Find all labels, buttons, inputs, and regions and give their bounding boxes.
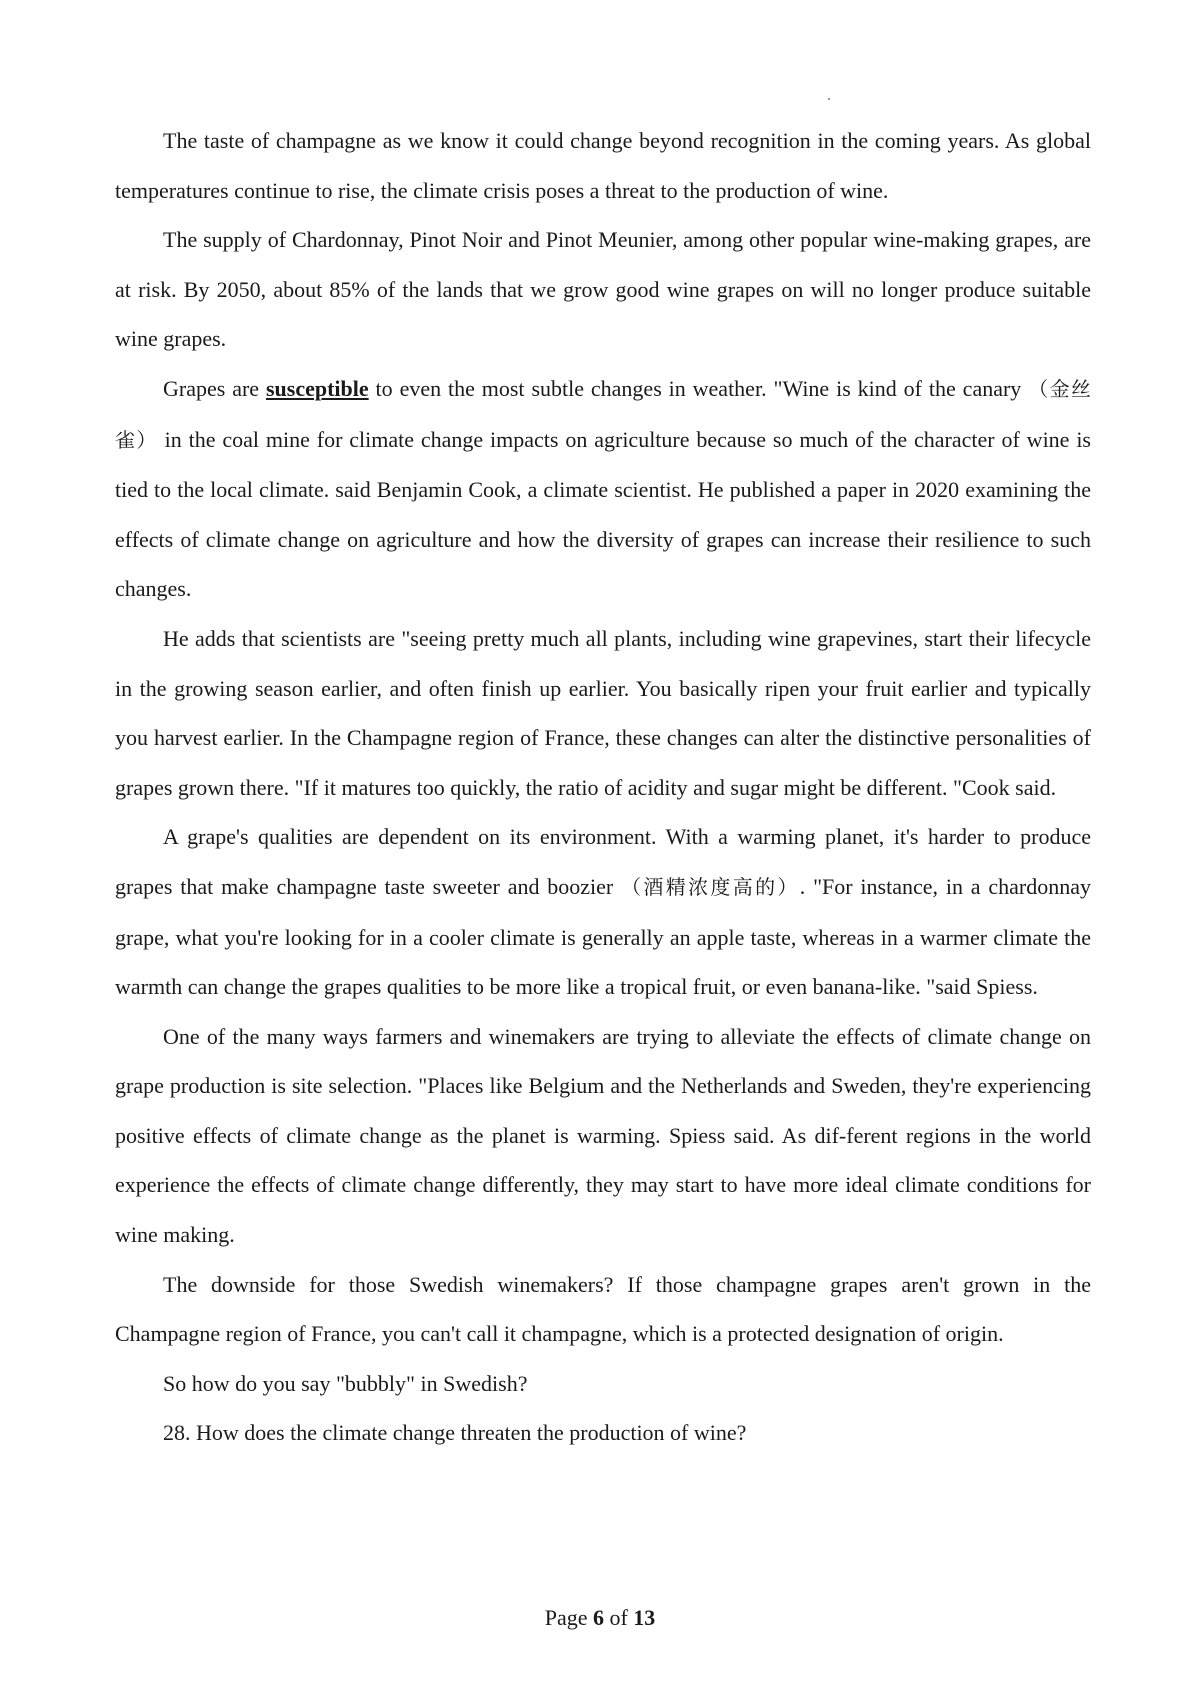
- page-separator: of: [603, 1605, 634, 1630]
- paragraph-3-start: Grapes are: [163, 375, 266, 401]
- reading-passage: [115, 116, 1091, 1458]
- paragraph-5: [115, 812, 1091, 1011]
- vocabulary-keyword: susceptible: [265, 375, 369, 401]
- page-label: Page: [544, 1605, 593, 1630]
- chinese-gloss-boozier: （酒精浓度高的）: [621, 874, 800, 899]
- paragraph-4: He adds that scientists are "seeing pretty much all plants, including wine grapevines, start their lifecycle in the growing season earlier, and often finish up earlier. You basically ripen your fruit earlier and typically you harvest earlier. In the Champagne region of France, these changes can alter the distinctive personalities of grapes grown there. "If it matures too quickly, the ratio of acidity and sugar might be different. "Cook said.: [115, 625, 1091, 800]
- chinese-gloss-canary: （金丝雀）: [115, 376, 1091, 452]
- paragraph-8: So how do you say "bubbly" in Swedish?: [163, 1370, 528, 1396]
- paragraph-3: [115, 364, 1091, 614]
- paragraph-6: One of the many ways farmers and winemakers are trying to alleviate the effects of climate change on grape production is site selection. "Places like Belgium and the Netherlands and Sweden, they're experiencing positive effects of climate change as the planet is warming. Spiess said. As dif-ferent regions in the world experience the effects of climate change differently, they may start to have more ideal climate conditions for wine making.: [115, 1023, 1091, 1248]
- paragraph-3-middle: to even the most subtle changes in weather. "Wine is kind of the canary: [368, 375, 1029, 401]
- page-current: 6: [592, 1605, 604, 1630]
- page-total: 13: [633, 1605, 656, 1630]
- paragraph-5-end: . "For instance, in a chardonnay grape, what you're looking for in a cooler climate is generally an apple taste, whereas in a warmer climate the warmth can change the grapes qualities to be more like a tropical fruit, or even banana-like. "said Spiess.: [115, 873, 1092, 1000]
- scan-speck: [828, 98, 830, 100]
- page-footer: [0, 1603, 1200, 1633]
- paragraph-7: The downside for those Swedish winemakers? If those champagne grapes aren't grown in the Champagne region of France, you can't call it champagne, which is a protected designation of origin.: [115, 1271, 1091, 1347]
- paragraph-2: The supply of Chardonnay, Pinot Noir and Pinot Meunier, among other popular wine-making grapes, are at risk. By 2050, about 85% of the lands that we grow good wine grapes on will no longer produce suitable wine grapes.: [115, 227, 1091, 352]
- paragraph-1: The taste of champagne as we know it could change beyond recognition in the coming years. As global temperatures continue to rise, the climate crisis poses a threat to the production of wine.: [115, 128, 1091, 203]
- question-28: 28. How does the climate change threaten the production of wine?: [163, 1420, 747, 1446]
- paragraph-3-end: in the coal mine for climate change impacts on agriculture because so much of the character of wine is tied to the local climate. said Benjamin Cook, a climate scientist. He published a paper in 2020 examining the effects of climate change on agriculture and how the diversity of grapes can increase their resilience to such changes.: [115, 426, 1091, 602]
- paragraph-5-start: A grape's qualities are dependent on its environment. With a warming planet, it's harder to produce grapes that make champagne taste sweeter and boozier: [115, 824, 1091, 899]
